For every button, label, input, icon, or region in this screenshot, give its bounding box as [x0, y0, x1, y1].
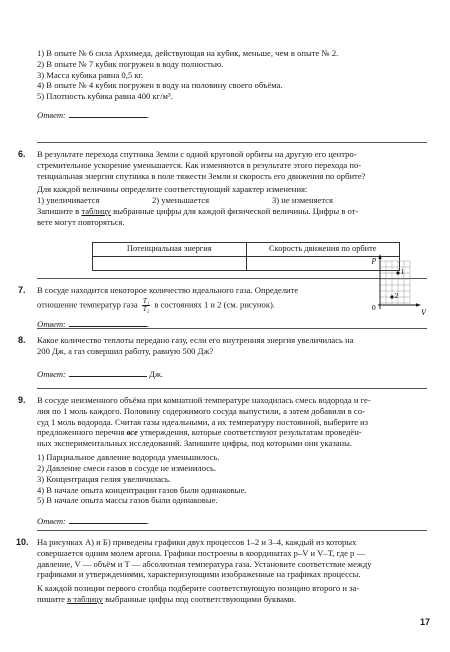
state-1-point	[396, 271, 399, 274]
option: 2) Давление смеси газов в сосуде не изменилось.	[37, 462, 217, 473]
question-text: На рисунках А) и Б) приведены графики двух процессов 1–2 и 3–4, каждый из которых	[37, 537, 357, 547]
point-1-label: 1	[400, 267, 405, 276]
answer-blank[interactable]	[69, 110, 147, 118]
question-text: пишите в таблицу выбранные цифры под соответствующими буквами.	[37, 594, 297, 605]
question-text: давление, V — объём и T — абсолютная температура газа. Установите соответствие между	[37, 558, 372, 569]
question-text: тенциальная энергия спутника в поле тяжести Земли и скорость его движения по орбите?	[37, 170, 366, 181]
separator	[37, 328, 427, 329]
table-header: Потенциальная энергия	[93, 243, 247, 257]
question-number: 8.	[18, 335, 26, 345]
question-number: 10.	[16, 537, 29, 547]
option: 1) В опыте № 6 сила Архимеда, действующая на кубик, меньше, чем в опыте № 2.	[37, 48, 339, 58]
question-text: совершается одним молем аргона. Графики построены в координатах p–V и V–T, где p —	[37, 547, 366, 558]
answer-label: Ответ:	[37, 516, 66, 527]
answer-cell[interactable]	[93, 257, 247, 271]
pv-graph	[366, 253, 430, 319]
answer-blank[interactable]	[69, 319, 147, 327]
question-7	[37, 285, 357, 330]
question-text: В сосуде находится некоторое количество идеального газа. Определите	[37, 285, 299, 295]
question-number: 9.	[18, 395, 26, 405]
question-text: Какое количество теплоты передано газу, если его внутренняя энергия увеличилась на	[37, 335, 354, 345]
question-text: суд 1 моль водорода. Считая газы идеальными, а их температуру постоянной, выберите из	[37, 416, 369, 427]
v-axis-arrow	[416, 303, 421, 306]
table-link[interactable]: в таблицу	[67, 594, 103, 605]
separator	[37, 388, 427, 389]
option: 1) Парциальное давление водорода уменьшилось.	[37, 452, 220, 463]
question-8	[37, 335, 422, 379]
answer-table	[92, 242, 400, 271]
answer-blank[interactable]	[69, 369, 147, 377]
separator	[37, 142, 427, 143]
answer-line: Ответ: .	[37, 110, 150, 121]
question-text: Для каждой величины определите соответствующий характер изменения:	[37, 184, 308, 195]
question-text: графиками и утверждениями, характеризующими изображенные на графиках процессы.	[37, 569, 361, 580]
answer-label: Ответ:	[37, 110, 66, 121]
option: 2) В опыте № 7 кубик погружен в воду полностью.	[37, 58, 224, 69]
separator	[37, 530, 427, 531]
p-axis-arrow	[378, 254, 381, 259]
temperature-ratio: $\frac{\text{T₁}}{\text{T₂}}$	[142, 296, 150, 313]
option: 3) Концентрация гелия увеличилась.	[37, 473, 171, 484]
page-number: 17	[419, 616, 430, 627]
origin-label: 0	[372, 303, 376, 312]
statement-options	[37, 452, 422, 506]
change-options	[37, 195, 422, 206]
option: 3) Масса кубика равна 0,5 кг.	[37, 69, 144, 80]
option: 2) уменьшается	[152, 195, 210, 206]
state-2-point	[390, 295, 393, 298]
question-number: 6.	[18, 149, 26, 159]
question-text: предложенного перечня все утверждения, которые соответствуют результатам проведён-	[37, 427, 362, 438]
question-text: В сосуде неизменного объёма при комнатной температуре находилась смесь водорода и ге-	[37, 395, 371, 405]
question-text: ных экспериментальных исследований. Запишите цифры, под которыми они указаны.	[37, 438, 353, 449]
v-axis-label: V	[421, 308, 426, 317]
previous-question-options	[37, 48, 422, 121]
table-header: Скорость движения по орбите	[246, 243, 400, 257]
option: 1) увеличивается	[37, 195, 100, 206]
question-text: отношение температур газа $\frac{\text{T₁}}{\text{T₂}}$ в состояниях 1 и 2 (см. рисунок).	[37, 296, 276, 313]
answer-label: Ответ:	[37, 318, 66, 329]
p-axis-label: p	[372, 255, 376, 264]
answer-line: Ответ: .	[37, 516, 150, 527]
question-text: К каждой позиции первого столбца подберите соответствующую позицию второго и за-	[37, 583, 360, 594]
question-text: В результате перехода спутника Земли с одной круговой орбиты на другую его центро-	[37, 149, 357, 159]
answer-line	[37, 369, 422, 380]
option: 5) Плотность кубика равна 400 кг/м³.	[37, 91, 173, 102]
unit: Дж.	[149, 368, 164, 379]
question-text: стремительное ускорение уменьшается. Как изменяются в результате этого перехода по-	[37, 159, 362, 170]
table-link[interactable]: таблицу	[81, 206, 111, 217]
answer-line: Ответ: .	[37, 318, 150, 329]
answer-label: Ответ:	[37, 368, 66, 379]
instruction: вете могут повторяться.	[37, 216, 125, 227]
point-2-label: 2	[394, 291, 399, 300]
answer-blank[interactable]	[69, 516, 147, 524]
question-6	[37, 149, 422, 228]
question-10	[37, 537, 422, 605]
question-text: 200 Дж, а газ совершил работу, равную 500 Дж?	[37, 345, 214, 356]
question-number: 7.	[18, 285, 26, 295]
question-9	[37, 395, 422, 527]
option: 3) не изменяется	[272, 195, 333, 206]
question-text: лия по 1 моль каждого. Половину содержимого сосуда выпустили, а затем добавили в со-	[37, 405, 365, 416]
option: 4) В начале опыта концентрации газов были одинаковые.	[37, 484, 247, 495]
option: 4) В опыте № 4 кубик погружен в воду на половину своего объёма.	[37, 80, 283, 91]
instruction: Запишите в таблицу выбранные цифры для каждой физической величины. Цифры в от-	[37, 206, 359, 217]
option: 5) В начале опыта массы газов были одинаковые.	[37, 495, 218, 506]
